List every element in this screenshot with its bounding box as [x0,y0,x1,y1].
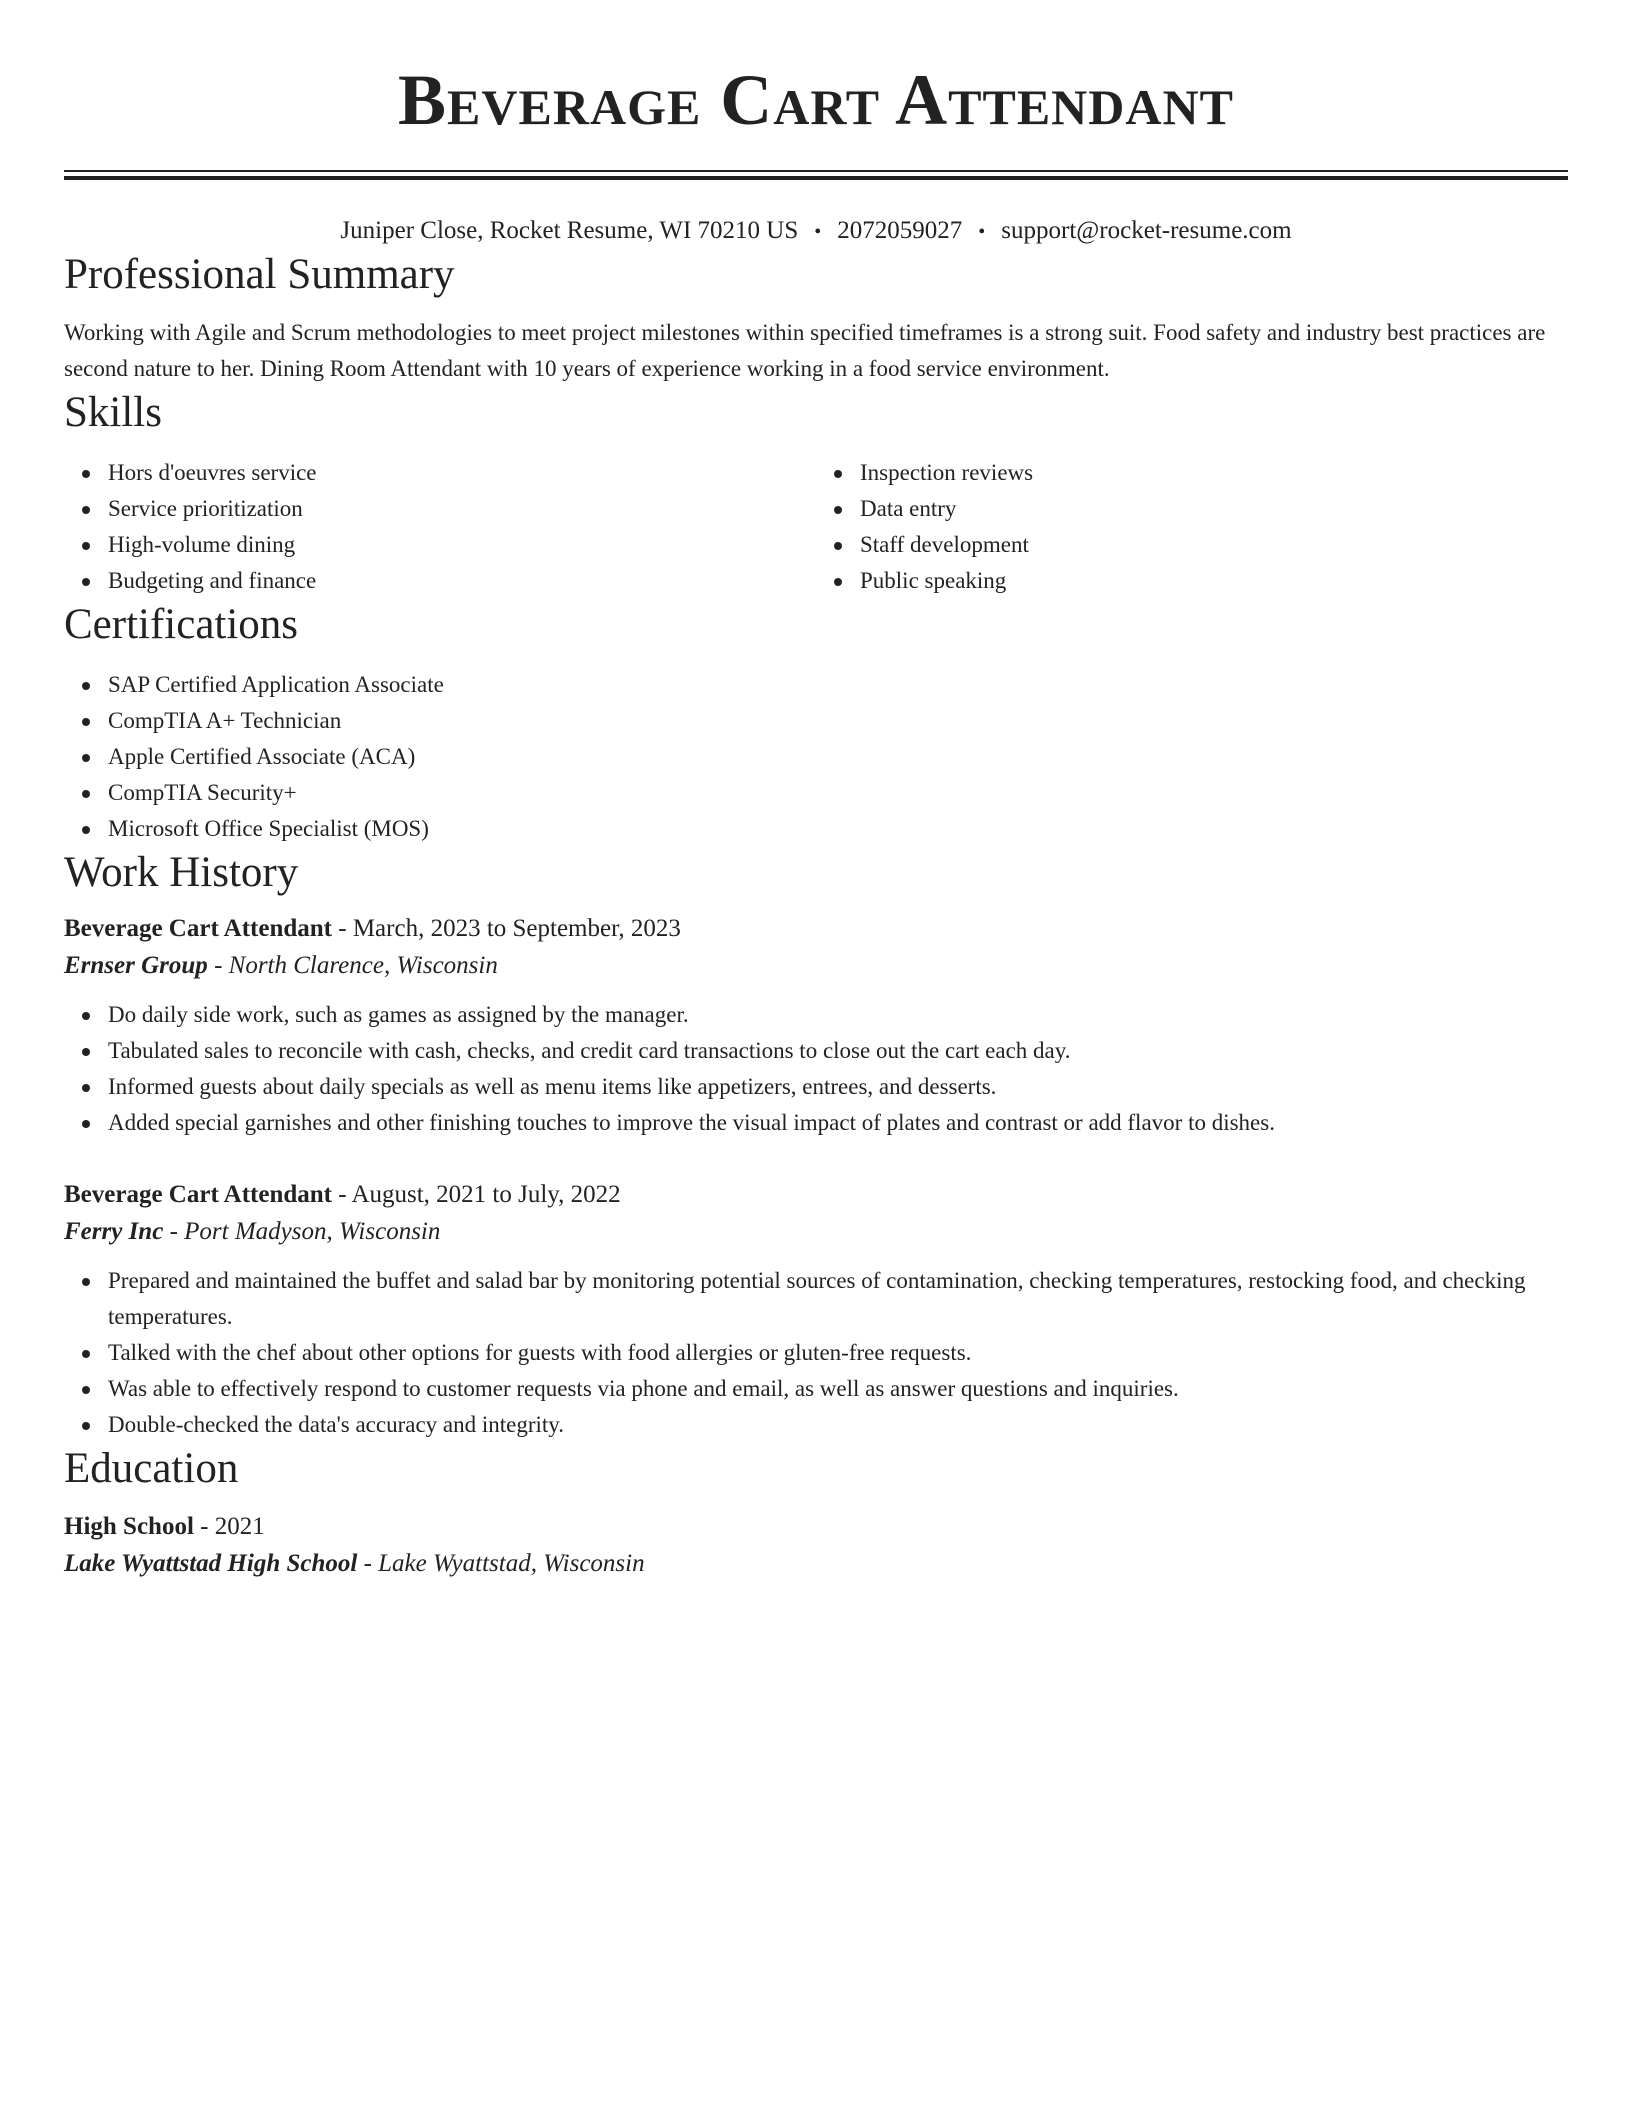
certification-item: Microsoft Office Specialist (MOS) [108,811,1568,847]
skill-item: Data entry [860,491,1568,527]
education-year: - 2021 [200,1513,265,1540]
job-dates: - August, 2021 to July, 2022 [338,1181,621,1208]
education-entry [64,1509,1568,1583]
job-duty-item: Talked with the chef about other options for guests with food allergies or gluten-free requests. [108,1335,1568,1371]
job-role: Beverage Cart Attendant [64,1181,332,1208]
job-location: - North Clarence, Wisconsin [214,952,498,979]
skills-grid [64,455,1568,599]
education-degree-line [64,1509,1568,1545]
job-duty-item: Added special garnishes and other finishing touches to improve the visual impact of plates and contrast or add flavor to dishes. [108,1105,1568,1141]
job-location: - Port Madyson, Wisconsin [169,1218,441,1245]
education-school: Lake Wyattstad High School [64,1550,358,1577]
skill-item: Inspection reviews [860,455,1568,491]
education-location: - Lake Wyattstad, Wisconsin [363,1550,645,1577]
work-history-heading: Work History [64,849,299,896]
certification-item: CompTIA Security+ [108,775,1568,811]
education-degree: High School [64,1513,194,1540]
contact-address: Juniper Close, Rocket Resume, WI 70210 US [340,217,799,244]
job-entry [64,1177,1568,1443]
education-school-line [64,1545,1568,1583]
skills-column-left [64,455,816,599]
skill-item: Public speaking [860,563,1568,599]
job-duty-item: Prepared and maintained the buffet and salad bar by monitoring potential sources of contamination, checking temperatures, restocking food, and checking temperatures. [108,1263,1568,1335]
contact-separator: • [978,221,986,243]
contact-line [64,214,1568,249]
job-company-line [64,1213,1568,1251]
job-duty-item: Informed guests about daily specials as well as menu items like appetizers, entrees, and desserts. [108,1069,1568,1105]
job-dates: - March, 2023 to September, 2023 [338,915,681,942]
certifications-heading: Certifications [64,601,299,648]
header-divider [64,170,1568,180]
job-role: Beverage Cart Attendant [64,915,332,942]
skills-heading: Skills [64,389,162,436]
job-duties-list [64,997,1568,1141]
job-company-line [64,947,1568,985]
resume-name: Beverage Cart Attendant [398,60,1234,140]
certification-item: CompTIA A+ Technician [108,703,1568,739]
contact-separator: • [814,221,822,243]
job-title-line [64,1177,1568,1213]
job-duty-item: Was able to effectively respond to customer requests via phone and email, as well as answer questions and inquiries. [108,1371,1568,1407]
job-entry [64,911,1568,1141]
skill-item: Staff development [860,527,1568,563]
contact-email: support@rocket-resume.com [1001,217,1292,244]
skill-item: Hors d'oeuvres service [108,455,816,491]
skills-column-right [816,455,1568,599]
job-company: Ernser Group [64,952,208,979]
skill-item: Service prioritization [108,491,816,527]
job-title-line [64,911,1568,947]
certification-item: Apple Certified Associate (ACA) [108,739,1568,775]
education-heading: Education [64,1445,239,1492]
summary-heading: Professional Summary [64,251,455,298]
certification-item: SAP Certified Application Associate [108,667,1568,703]
job-company: Ferry Inc [64,1218,164,1245]
job-duty-item: Do daily side work, such as games as assigned by the manager. [108,997,1568,1033]
job-duties-list [64,1263,1568,1443]
job-duty-item: Double-checked the data's accuracy and integrity. [108,1407,1568,1443]
skill-item: High-volume dining [108,527,816,563]
skill-item: Budgeting and finance [108,563,816,599]
certifications-list [64,667,1568,847]
contact-phone: 2072059027 [837,217,963,244]
summary-text: Working with Agile and Scrum methodologies to meet project milestones within specified timeframes is a strong suit. Food safety and industry best practices are second nature to her. Dining Room Attendant with 10 years of experience working in a food service environment. [64,320,1546,381]
job-duty-item: Tabulated sales to reconcile with cash, checks, and credit card transactions to close out the cart each day. [108,1033,1568,1069]
